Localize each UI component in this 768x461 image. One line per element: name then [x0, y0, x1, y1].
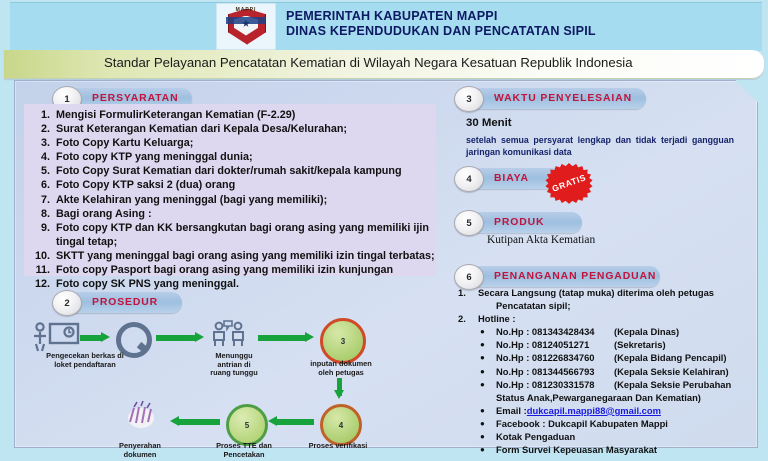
- persyaratan-item: [24, 221, 436, 235]
- gratis-badge-label: GRATIS: [550, 172, 588, 194]
- section-title-produk: PRODUK: [494, 217, 545, 228]
- persyaratan-item-text: Foto Copy KTP saksi 2 (dua) orang: [56, 179, 236, 192]
- registration-desk-icon: [32, 322, 80, 352]
- subtitle-text: Standar Pelayanan Pencatatan Kematian di Wilayah Negara Kesatuan Republik Indonesia: [104, 55, 633, 70]
- persyaratan-item-number: 2.: [40, 123, 50, 136]
- email-link[interactable]: dukcapil.mappi88@gmail.com: [526, 404, 661, 416]
- persyaratan-item-number: 8.: [40, 207, 50, 220]
- persyaratan-item: [24, 249, 436, 263]
- pengaduan-item-text: Hotline :: [478, 313, 516, 325]
- persyaratan-item-text: Foto copy KTP yang meninggal dunia;: [56, 151, 253, 164]
- hotline-item: [458, 378, 758, 391]
- pengaduan-item: [458, 286, 758, 299]
- persyaratan-item: [24, 207, 436, 221]
- persyaratan-item-number: 4.: [40, 151, 50, 164]
- hotline-number[interactable]: No.Hp : 081343428434: [496, 326, 595, 338]
- pengaduan-item-number: 2.: [458, 313, 466, 325]
- waiting-room-icon: [210, 320, 254, 348]
- persyaratan-item-number: 5.: [40, 165, 50, 178]
- contact-item: [458, 404, 758, 417]
- hotline-role: (Kepala Seksie Perubahan: [614, 378, 732, 390]
- section-header-prosedur: [58, 292, 182, 313]
- contact-item: [458, 443, 758, 456]
- hotline-number[interactable]: No.Hp : 081230331578: [496, 378, 595, 390]
- persyaratan-item: [24, 122, 436, 136]
- hotline-role: (Kepala Seksie Kelahiran): [614, 365, 729, 377]
- header-title-line2: DINAS KEPENDUDUKAN DAN PENCATATAN SIPIL: [286, 24, 596, 38]
- persyaratan-item-text: Foto copy KTP dan KK bersangkutan bagi orang asing yang memiliki ijin: [56, 221, 429, 234]
- hotline-number[interactable]: No.Hp : 081344566793: [496, 365, 595, 377]
- header-title: [286, 9, 736, 39]
- flow-node-4: 4: [320, 404, 362, 446]
- section-title-waktu: WAKTU PENYELESAIAN: [494, 93, 633, 104]
- flow-caption-6: Penyerahan dokumen: [119, 441, 161, 459]
- contact-label: Facebook : Dukcapil Kabupaten Mappi: [496, 417, 668, 429]
- section-number-2: 2: [52, 290, 82, 316]
- gratis-badge: [545, 163, 593, 207]
- crest-label: MAPPI: [235, 6, 257, 13]
- flow-arrow-5: [268, 416, 314, 427]
- persyaratan-item: [24, 178, 436, 192]
- bullet-icon: ●: [480, 405, 485, 415]
- section-header-produk: [460, 212, 582, 233]
- section-title-prosedur: PROSEDUR: [92, 297, 159, 308]
- persyaratan-item: [24, 277, 436, 291]
- flow-arrow-2: [156, 332, 204, 343]
- bullet-icon: ●: [480, 379, 485, 389]
- persyaratan-item: [24, 193, 436, 207]
- hotline-item: [458, 338, 758, 351]
- persyaratan-item: [24, 108, 436, 122]
- contact-label: Form Survei Kepeuasan Masyarakat: [496, 444, 658, 456]
- persyaratan-item-number: 9.: [40, 221, 50, 234]
- pengaduan-item-text: Secara Langsung (tatap muka) diterima oleh petugas: [478, 287, 714, 298]
- bullet-icon: ●: [480, 418, 485, 428]
- hotline-item: [458, 351, 758, 364]
- contact-item: [458, 417, 758, 430]
- flow-caption-3: inputan dokumen oleh petugas: [310, 359, 372, 377]
- bullet-icon: ●: [480, 445, 485, 455]
- document-handover-icon: [122, 400, 160, 430]
- bullet-icon: ●: [480, 327, 485, 337]
- panel-bevel-corner: [735, 80, 758, 103]
- hotline-role: (Kepala Bidang Pencapil): [614, 352, 727, 364]
- flow-caption-4: Proses verifikasi: [308, 441, 368, 450]
- section-title-biaya: BIAYA: [494, 173, 529, 184]
- bullet-icon: ●: [480, 432, 485, 442]
- flow-caption-1: Pengecekan berkas di loket pendaftaran: [46, 351, 124, 369]
- section-number-3: 3: [454, 86, 484, 112]
- persyaratan-item-number: 3.: [40, 137, 50, 150]
- section-title-pengaduan: PENANGANAN PENGADUAN: [494, 271, 657, 282]
- section-number-1: 1: [52, 86, 82, 112]
- pengaduan-item: [458, 312, 758, 325]
- persyaratan-item-text: Surat Keterangan Kematian dari Kepala Desa/Kelurahan;: [56, 123, 348, 136]
- pengaduan-item-number: 1.: [458, 287, 466, 298]
- flow-arrow-1: [80, 332, 110, 343]
- persyaratan-item-number: 11.: [35, 264, 50, 277]
- persyaratan-item-text: Mengisi FormulirKeterangan Kematian (F-2.29): [56, 109, 296, 121]
- persyaratan-item: [24, 136, 436, 150]
- subtitle-band: [4, 50, 764, 79]
- waktu-description: setelah semua persyarat lengkap dan tidak terjadi gangguan jaringan komunikasi data: [466, 135, 734, 158]
- contact-label: Kotak Pengaduan: [496, 431, 576, 443]
- prosedur-flowchart: [30, 318, 430, 459]
- section-number-4: 4: [454, 166, 484, 192]
- persyaratan-item-number: 1.: [40, 109, 50, 121]
- header-title-line1: PEMERINTAH KABUPATEN MAPPI: [286, 9, 498, 23]
- bullet-icon: ●: [480, 366, 485, 376]
- flow-caption-2: Menunggu antrian di ruang tunggu: [210, 351, 258, 378]
- bullet-icon: ●: [480, 340, 485, 350]
- section-number-5: 5: [454, 210, 484, 236]
- persyaratan-item-number: 10.: [34, 249, 50, 262]
- hotline-item: [458, 365, 758, 378]
- persyaratan-item-text: Bagi orang Asing :: [56, 207, 152, 220]
- hotline-number[interactable]: No.Hp : 08124051271: [496, 339, 590, 351]
- persyaratan-item: [24, 150, 436, 164]
- persyaratan-panel: [24, 104, 436, 291]
- section-number-6: 6: [454, 264, 484, 290]
- persyaratan-item-text: Foto Copy Surat Kematian dari dokter/rumah sakit/kepala kampung: [56, 165, 402, 178]
- persyaratan-item-text: Akte Kelahiran yang meninggal (bagi yang memiliki);: [56, 193, 328, 206]
- waktu-duration: 30 Menit: [466, 117, 512, 129]
- persyaratan-item-number: 6.: [40, 179, 50, 192]
- persyaratan-item: [24, 164, 436, 178]
- hotline-item: [458, 325, 758, 338]
- persyaratan-item-number: 12.: [34, 278, 50, 291]
- persyaratan-item-text: Foto copy SK PNS yang meninggal.: [56, 278, 239, 291]
- flow-arrow-6: [170, 416, 220, 427]
- bullet-icon: ●: [480, 353, 485, 363]
- contact-item: [458, 430, 758, 443]
- hotline-role: (Sekretaris): [614, 339, 666, 351]
- pengaduan-item-continuation: Pencatatan sipil;: [496, 300, 571, 312]
- contact-label: Email :: [496, 404, 527, 416]
- pengaduan-list: [458, 286, 758, 456]
- section-header-pengaduan: [460, 266, 660, 287]
- persyaratan-item-text: Foto copy Pasport bagi orang asing yang memiliki izin kunjungan: [56, 264, 394, 277]
- flow-arrow-3: [258, 332, 314, 343]
- section-title-persyaratan: PERSYARATAN: [92, 93, 179, 104]
- hotline-number[interactable]: No.Hp : 081226834760: [496, 352, 595, 364]
- persyaratan-item-text: SKTT yang meninggal bagi orang asing yang memiliki izin tingal terbatas;: [56, 249, 435, 262]
- flow-node-5: 5: [226, 404, 268, 446]
- persyaratan-item-continuation: tingal tetap;: [56, 235, 118, 248]
- persyaratan-item-text: Foto Copy Kartu Keluarga;: [56, 137, 194, 150]
- flow-caption-5: Proses TTE dan Pencetakan: [216, 441, 272, 459]
- flow-arrow-4: [334, 378, 345, 396]
- section-header-waktu: [460, 88, 646, 109]
- hotline-role: (Kepala Dinas): [614, 326, 680, 338]
- flow-node-3: 3: [320, 318, 366, 364]
- hotline-role-continuation: Status Anak,Pewarganegaraan Dan Kematian): [496, 391, 701, 403]
- mappi-regency-crest-icon: [216, 3, 276, 50]
- persyaratan-item: [24, 263, 436, 277]
- persyaratan-list: [24, 108, 436, 291]
- produk-value: Kutipan Akta Kematian: [487, 234, 596, 246]
- persyaratan-item-number: 7.: [40, 193, 50, 206]
